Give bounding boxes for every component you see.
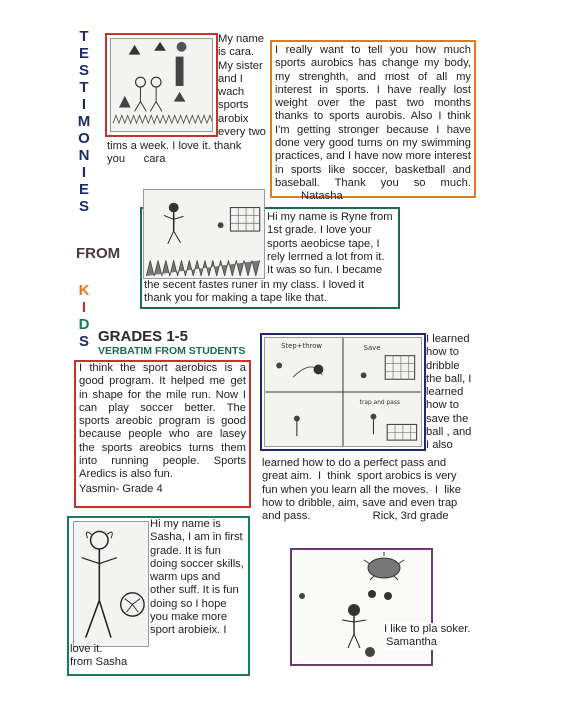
grades-heading: GRADES 1-5	[98, 328, 189, 345]
text-line: Hi my name is Ryne from	[267, 211, 393, 223]
card-text-tail	[262, 457, 461, 523]
signature: Natasha	[301, 190, 343, 203]
text-line: sports	[218, 99, 249, 112]
text-line: doing so I hope	[150, 597, 227, 610]
text-line: fun when you learn all the moves. I like	[262, 483, 461, 496]
text-line: from Sasha	[70, 656, 128, 669]
card-text-tail	[70, 643, 127, 670]
card-text-tail	[144, 279, 364, 306]
drawing-label: Step+throw	[281, 341, 323, 350]
text-line: Sasha, I am in first	[150, 531, 243, 544]
text-line: arobix	[218, 112, 249, 125]
title-letter: S	[78, 333, 89, 350]
card-text	[218, 33, 266, 139]
drawing-art	[74, 522, 148, 646]
title-letter: T	[79, 28, 89, 45]
card-text	[150, 518, 244, 638]
card-text	[267, 211, 393, 277]
text-line: other suff. It is fun	[150, 584, 239, 597]
text-line: thank you for making a tape like that.	[144, 292, 327, 305]
card-text	[426, 333, 471, 453]
child-drawing	[73, 521, 149, 647]
text-line: sports aeobicse tape, I	[267, 237, 380, 250]
drawing-art	[111, 39, 212, 131]
text-line: Samantha	[386, 636, 437, 649]
title-letter: O	[78, 130, 90, 147]
side-title-from: FROM	[76, 245, 121, 262]
text-line: learned	[426, 386, 464, 399]
text-line: and I	[218, 72, 243, 85]
text-line: I also	[426, 439, 453, 452]
text-line: Hi my name is	[150, 518, 221, 530]
title-letter: M	[77, 113, 91, 130]
title-letter: I	[81, 299, 87, 316]
text-line: you cara	[107, 153, 166, 166]
text-line: how to	[426, 346, 459, 359]
child-drawing	[264, 337, 422, 447]
title-letter: D	[78, 316, 90, 333]
text-line: My name	[218, 33, 265, 45]
testimonial-body: I think the sport aerobics is a good program. It helped me get in shape for the mile run. Now I can play soccer better. The sports areobic program is good because people who are lasey the sports areobics turns them into running people. Sports Aredics is also fun.	[79, 362, 246, 481]
text-line: doing soccer skills,	[150, 557, 244, 570]
text-line: 1st grade. I love your	[267, 224, 372, 237]
text-line: great aim. I think sport arobics is very	[262, 470, 457, 483]
text-line: sport arobieix. I	[150, 624, 227, 637]
child-drawing	[143, 189, 265, 279]
card-text	[79, 362, 246, 496]
text-line: the ball, I	[426, 372, 472, 385]
text-line: how to	[426, 399, 459, 412]
text-line: save the	[426, 412, 469, 425]
text-line: tims a week. I love it. thank	[107, 140, 242, 152]
text-line: dribble	[426, 359, 460, 372]
drawing-art	[144, 190, 264, 278]
title-letter: N	[78, 147, 90, 164]
title-letter: I	[81, 96, 87, 113]
text-line: and pass. Rick, 3rd grade	[262, 510, 449, 523]
title-letter: E	[78, 45, 89, 62]
text-line: love it.	[70, 643, 103, 655]
title-letter: S	[78, 198, 89, 215]
text-line: how to dribble, aim, save and even trap	[262, 496, 458, 509]
verbatim-subtitle: VERBATIM FROM STUDENTS	[98, 345, 246, 357]
drawing-label: Save	[363, 343, 381, 352]
text-line: grade. It is fun	[150, 544, 221, 557]
card-text	[275, 44, 471, 204]
title-letter: I	[81, 164, 87, 181]
text-line: It was so fun. I became	[267, 264, 383, 277]
card-text-tail	[107, 140, 241, 167]
testimonial-body: I really want to tell you how much sports aurobics has change my body, my strenghth, and most of all my interest in sports. I have really lost weight over the past two months thanks to sports aurobis. Also I think I'm getting stronger because I have done very good turns on my swimming practices, and I have now more interest in sports like soccer, basketball and baseball. Thank you so much.	[275, 44, 471, 189]
text-line: ball , and	[426, 426, 472, 439]
card-text	[384, 623, 470, 650]
title-letter: S	[78, 62, 89, 79]
title-letter: E	[78, 181, 89, 198]
text-line: every two	[218, 126, 266, 139]
text-line: you make more	[150, 611, 228, 624]
text-line: learned how to do a perfect pass and	[262, 457, 447, 469]
text-line: warm ups and	[150, 571, 221, 584]
title-letter: K	[78, 282, 90, 299]
text-line: rely lerrned a lot from it.	[267, 250, 385, 263]
text-line: wach	[218, 86, 245, 99]
drawing-art	[265, 338, 421, 446]
child-drawing	[110, 38, 213, 132]
text-line: My sister	[218, 59, 263, 72]
text-line: I learned	[426, 333, 470, 345]
drawing-label: trap and pass	[359, 399, 400, 406]
text-line: is cara.	[218, 46, 255, 59]
title-letter: T	[79, 79, 89, 96]
text-line: the secent fastes runer in my class. I loved it	[144, 279, 365, 291]
text-line: I like to pla soker.	[384, 623, 471, 635]
signature: Yasmin- Grade 4	[79, 482, 163, 495]
